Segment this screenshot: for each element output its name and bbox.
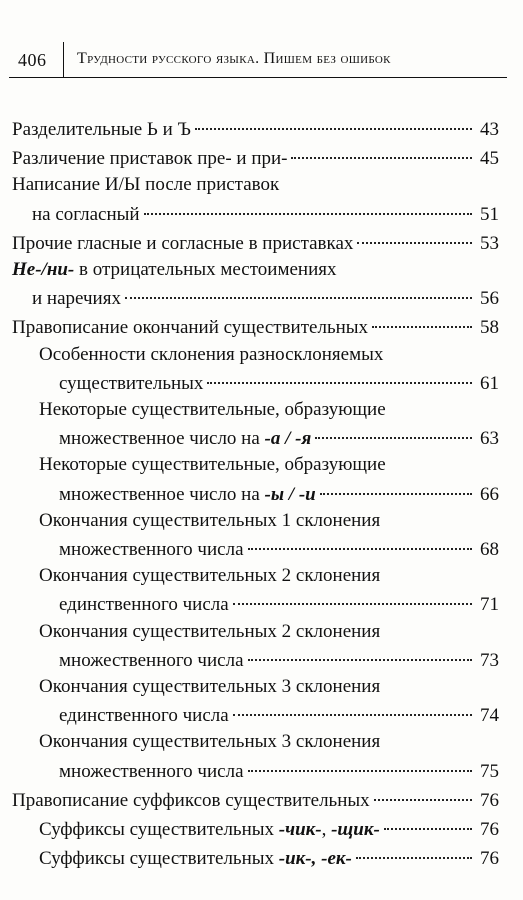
toc-entry-title — [59, 592, 229, 618]
toc-entry-last-line — [39, 368, 499, 397]
toc-page-number: 43 — [480, 119, 499, 140]
toc-entry-line: Окончания существительных 3 склонения — [39, 676, 381, 698]
toc-page-number: 61 — [480, 372, 499, 394]
toc-entry-title — [12, 315, 368, 341]
toc-page-number: 76 — [480, 819, 499, 841]
toc-entry-emphasis: -а / -я — [264, 428, 312, 450]
toc-entry-text: в отрицательных местоимениях — [74, 259, 337, 281]
toc-entry-line: Некоторые существительные, образующие — [39, 454, 386, 476]
toc-page-number: 76 — [480, 848, 499, 870]
toc-entry[interactable] — [12, 257, 499, 312]
toc-entry-last-line — [39, 843, 499, 872]
toc-entry-emphasis: Не-/ни- — [12, 259, 75, 281]
toc-entry-text: множественного числа — [59, 760, 244, 782]
toc-entry[interactable] — [12, 619, 499, 674]
toc-entry-title — [39, 817, 380, 843]
toc-entry-text: Суффиксы существительных — [39, 819, 279, 841]
toc-page-number: 76 — [480, 789, 499, 811]
toc-entry-line: Окончания существительных 1 склонения — [39, 509, 381, 531]
running-title: Трудности русского языка. Пишем без ошибок — [77, 50, 391, 67]
toc-entry[interactable] — [12, 342, 499, 397]
toc-entry-title — [59, 371, 203, 397]
toc-entry-title — [12, 117, 191, 143]
toc-entry-emphasis: -ы / -и — [264, 483, 316, 505]
toc-entry[interactable] — [12, 674, 499, 729]
toc-entry-line: Окончания существительных 2 склонения — [39, 620, 381, 642]
toc-entry-text: на согласный — [32, 203, 140, 225]
toc-entry-text: множественного числа — [59, 649, 244, 671]
toc-page-number: 51 — [480, 203, 499, 225]
toc-entry-last-line — [39, 479, 499, 508]
dot-leader — [291, 138, 472, 159]
toc-entry[interactable] — [12, 312, 499, 341]
toc-entry-title — [32, 286, 121, 312]
toc-entry[interactable] — [12, 452, 499, 507]
toc-entry[interactable] — [12, 172, 499, 227]
dot-leader — [125, 278, 472, 299]
toc-page-number: 66 — [480, 483, 499, 505]
toc-entry-last-line — [12, 228, 499, 257]
toc-entry-line: Окончания существительных 3 склонения — [39, 731, 381, 753]
toc-entry-text: множественное число на — [59, 483, 265, 505]
toc-entry[interactable] — [12, 843, 499, 872]
dot-leader — [357, 223, 472, 244]
toc-entry-title — [12, 788, 370, 814]
dot-leader — [207, 363, 472, 384]
toc-entry-text: Суффиксы существительных — [39, 848, 279, 870]
toc-entry-text: , — [321, 819, 332, 841]
toc-entry-text: Различение приставок пре- и при- — [12, 148, 288, 170]
toc-entry-title — [59, 482, 316, 508]
toc-entry-text: Правописание окончаний существительных — [12, 317, 369, 339]
toc-entry[interactable] — [12, 508, 499, 563]
toc-page-number: 53 — [480, 232, 499, 254]
toc-entry-title — [59, 648, 244, 674]
toc-entry-text: множественное число на — [59, 428, 265, 450]
dot-leader — [248, 529, 472, 550]
toc-page-number: 63 — [480, 428, 499, 450]
toc-entry-title — [59, 537, 244, 563]
toc-entry-last-line — [39, 423, 499, 452]
toc-entry-last-line — [39, 534, 499, 563]
dot-leader — [144, 194, 472, 215]
toc-entry-title — [39, 846, 352, 872]
toc-entry-title — [32, 202, 140, 228]
dot-leader — [195, 109, 472, 130]
toc-page-number: 74 — [480, 705, 499, 727]
toc-page-number: 75 — [480, 760, 499, 782]
toc-page-number: 58 — [480, 317, 499, 339]
toc-entry-line: Особенности склонения разносклоняемых — [39, 343, 384, 365]
toc-entry-emphasis: -чик- — [278, 819, 322, 841]
toc-entry-text: единственного числа — [59, 594, 229, 616]
dot-leader — [248, 751, 472, 772]
header-rule — [9, 77, 507, 78]
toc-page-number: 56 — [480, 288, 499, 310]
toc-page-number: 45 — [480, 148, 499, 170]
toc-page-number: 71 — [480, 594, 499, 616]
toc-entry-last-line — [39, 589, 499, 618]
toc-entry-text: множественного числа — [59, 539, 244, 561]
toc-entry-text: существительных — [59, 372, 204, 394]
toc-entry-last-line — [39, 700, 499, 729]
toc-entry-text: единственного числа — [59, 705, 229, 727]
toc-entry-emphasis: -щик- — [331, 819, 380, 841]
dot-leader — [372, 307, 472, 328]
header-separator — [63, 42, 64, 78]
dot-leader — [320, 474, 472, 495]
dot-leader — [233, 695, 472, 716]
page-number: 406 — [18, 50, 47, 70]
dot-leader — [248, 640, 472, 661]
table-of-contents — [12, 114, 499, 872]
toc-entry-line: Окончания существительных 2 склонения — [39, 565, 381, 587]
toc-entry-line: Некоторые существительные, образующие — [39, 399, 386, 421]
page-header — [0, 0, 523, 78]
toc-entry[interactable] — [12, 228, 499, 257]
toc-page-number: 68 — [480, 539, 499, 561]
toc-entry[interactable] — [12, 143, 499, 172]
toc-entry-last-line — [12, 312, 499, 341]
toc-entry-title — [12, 231, 353, 257]
toc-entry-text: Прочие гласные и согласные в приставках — [12, 232, 354, 254]
dot-leader — [356, 838, 472, 859]
toc-entry-title — [59, 703, 229, 729]
toc-entry-title — [12, 146, 287, 172]
dot-leader — [374, 780, 472, 801]
dot-leader — [233, 584, 472, 605]
toc-entry-title — [59, 426, 311, 452]
toc-entry-text: и наречиях — [32, 288, 121, 310]
toc-entry-last-line — [12, 143, 499, 172]
toc-entry-line: Написание И/Ы после приставок — [12, 174, 280, 196]
toc-entry[interactable] — [12, 729, 499, 784]
dot-leader — [384, 809, 472, 830]
toc-page-number: 73 — [480, 649, 499, 671]
dot-leader — [315, 418, 472, 439]
toc-entry-title — [59, 759, 244, 785]
toc-entry-text: Разделительные Ь и Ъ — [12, 119, 191, 140]
toc-entry-text: Правописание суффиксов существительных — [12, 789, 370, 811]
toc-entry-last-line — [39, 645, 499, 674]
toc-entry[interactable] — [12, 397, 499, 452]
toc-entry[interactable] — [12, 563, 499, 618]
toc-entry-emphasis: -ик-, -ек- — [278, 848, 352, 870]
